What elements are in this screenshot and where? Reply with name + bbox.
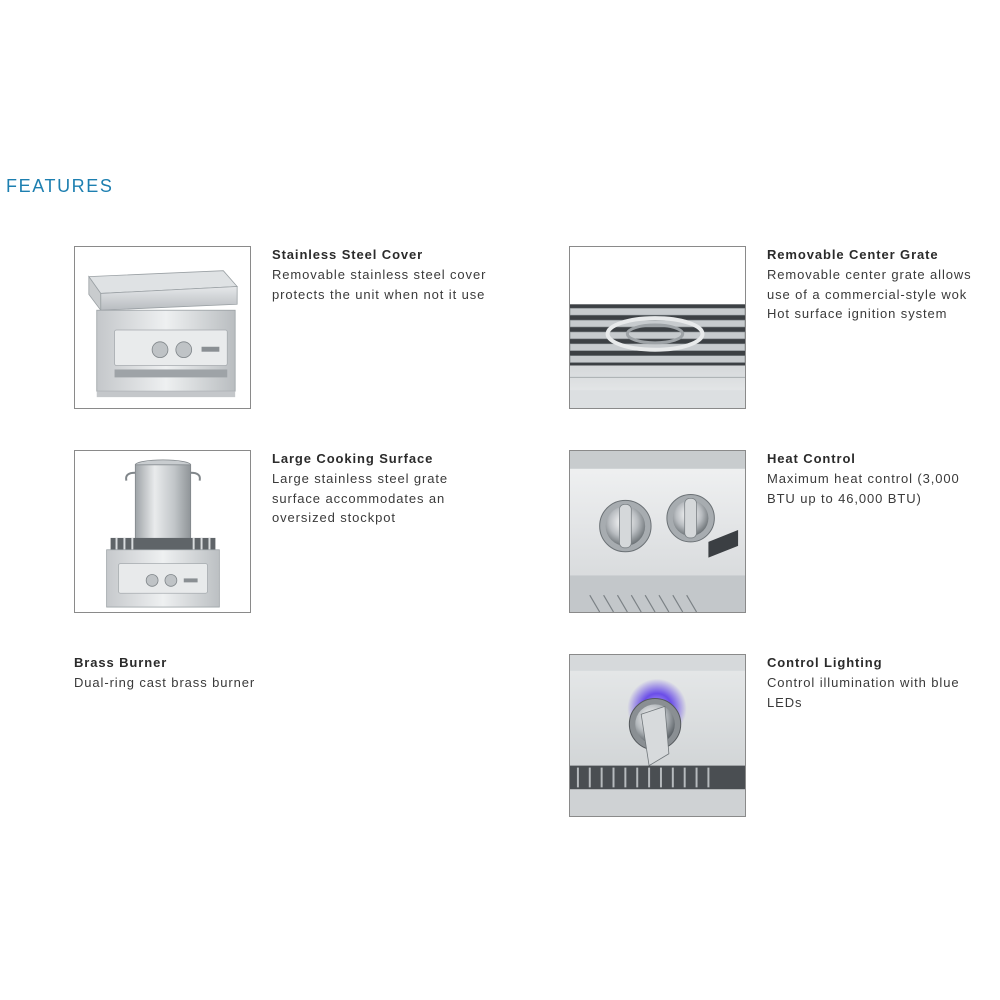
section-title: FEATURES (6, 176, 114, 196)
feature-description-line: BTU up to 46,000 BTU) (767, 490, 922, 506)
feature-title: Removable Center Grate (767, 247, 939, 262)
stockpot-image (74, 450, 251, 613)
control-knobs-image (569, 450, 746, 613)
feature-title: Heat Control (767, 451, 856, 466)
feature-description-line: protects the unit when not it use (272, 286, 486, 302)
feature-title: Stainless Steel Cover (272, 247, 424, 262)
feature-description-line: Dual-ring cast brass burner (74, 675, 256, 690)
feature-description-line: surface accommodates an (272, 490, 446, 506)
feature-description-line: Removable center grate allows (767, 267, 972, 282)
feature-title: Large Cooking Surface (272, 451, 434, 466)
feature-description-line: Maximum heat control (3,000 (767, 471, 960, 486)
feature-description-line: Control illumination with blue (767, 675, 960, 690)
feature-description-line: Removable stainless steel cover (272, 267, 487, 282)
feature-description-line: Large stainless steel grate (272, 471, 449, 486)
feature-description-line: Hot surface ignition system (767, 306, 948, 321)
center-grate-image (569, 246, 746, 409)
feature-description-line: oversized stockpot (272, 510, 396, 525)
feature-title: Control Lighting (767, 655, 883, 670)
feature-description-line: use of a commercial-style wok (767, 286, 968, 302)
cover-product-image (74, 246, 251, 409)
feature-title: Brass Burner (74, 655, 168, 670)
feature-description-line: LEDs (767, 694, 803, 710)
blue-led-knob-image (569, 654, 746, 817)
